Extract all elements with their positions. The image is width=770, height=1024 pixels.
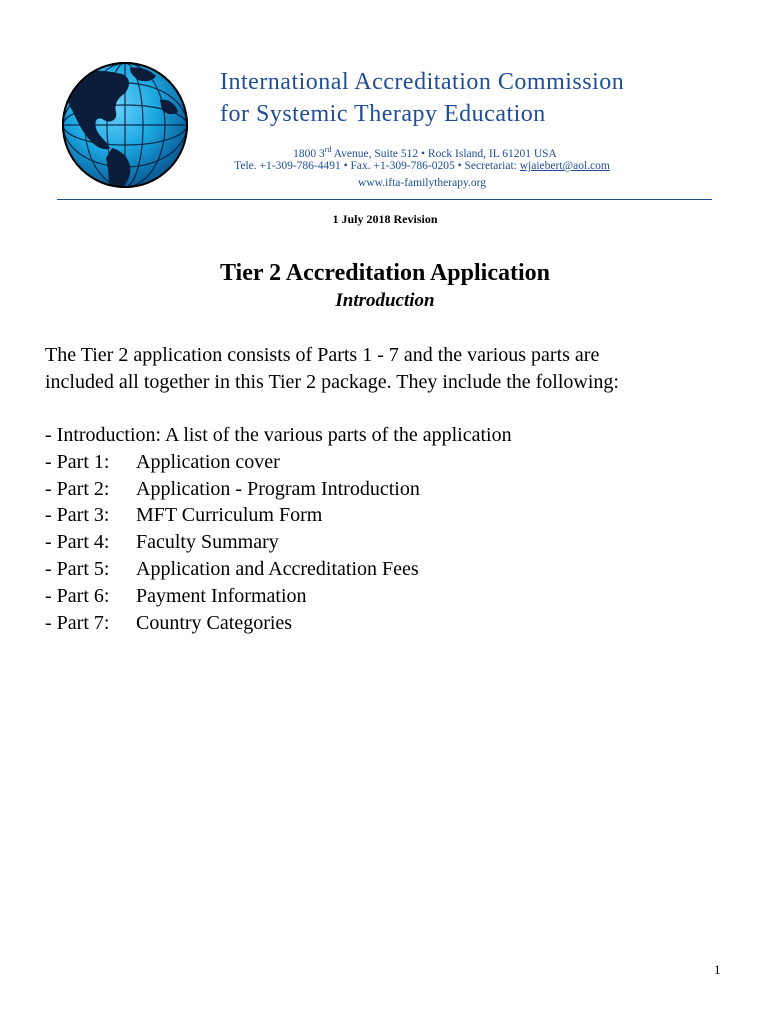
contact-line	[222, 158, 622, 174]
page-number: 1	[714, 962, 721, 977]
address-street-number: 1800 3	[293, 147, 325, 160]
part-label: - Part 4:	[45, 531, 110, 554]
list-item-introduction	[45, 422, 745, 449]
part-text: Application and Accreditation Fees	[136, 557, 419, 580]
list-item	[45, 556, 745, 583]
list-item	[45, 502, 745, 529]
part-text: MFT Curriculum Form	[136, 504, 323, 527]
part-text: Faculty Summary	[136, 531, 279, 554]
intro-line-2: included all together in this Tier 2 package. They include the following:	[45, 371, 619, 393]
website-link[interactable]: www.ifta-familytherapy.org	[358, 177, 486, 189]
part-text: Application cover	[136, 450, 280, 473]
part-label: - Part 5:	[45, 557, 110, 580]
part-text: Application - Program Introduction	[136, 477, 420, 500]
intro-line-1: The Tier 2 application consists of Parts 1 - 7 and the various parts are	[45, 344, 600, 366]
list-item	[45, 476, 745, 503]
address-rest: Avenue, Suite 512 • Rock Island, IL 61201 USA	[331, 147, 557, 160]
list-item	[45, 610, 745, 637]
parts-list	[45, 422, 745, 636]
secretariat-email-link[interactable]: wjaiebert@aol.com	[519, 160, 610, 172]
document-subtitle: Introduction	[335, 290, 435, 311]
globe-icon	[60, 60, 190, 190]
part-label: - Part 1:	[45, 450, 110, 473]
part-label: - Part 6:	[45, 584, 110, 607]
introduction-item-text: - Introduction: A list of the various parts of the application	[45, 424, 512, 446]
part-label: - Part 2:	[45, 477, 110, 500]
organization-name	[220, 66, 700, 130]
part-text: Payment Information	[136, 584, 307, 607]
part-label: - Part 3:	[45, 504, 110, 527]
org-name-line-2: for Systemic Therapy Education	[220, 101, 546, 127]
contact-phone-fax: Tele. +1-309-786-4491 • Fax. +1-309-786-0205 • Secretariat:	[234, 160, 520, 172]
list-item	[45, 583, 745, 610]
address-ordinal-suffix: rd	[324, 145, 332, 154]
list-item	[45, 529, 745, 556]
part-label: - Part 7:	[45, 611, 110, 634]
list-item	[45, 449, 745, 476]
org-name-line-1: International Accreditation Commission	[220, 69, 625, 95]
intro-paragraph	[45, 342, 745, 396]
header-divider	[57, 199, 712, 200]
part-text: Country Categories	[136, 611, 293, 634]
document-title: Tier 2 Accreditation Application	[219, 260, 550, 286]
revision-date: 1 July 2018 Revision	[332, 212, 438, 226]
